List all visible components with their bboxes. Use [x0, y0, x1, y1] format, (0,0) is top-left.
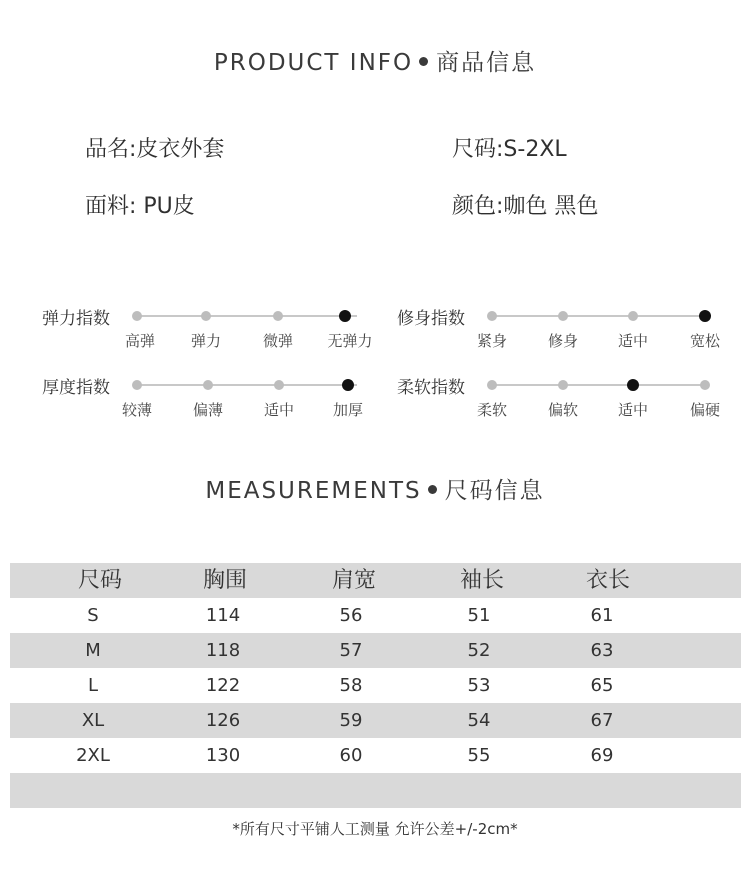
scale-elasticity [42, 304, 372, 364]
product-material: 面料: PU皮 [85, 194, 195, 219]
measurements-title-cn: 尺码信息 [444, 478, 545, 504]
size-table [10, 563, 741, 808]
scale-point [342, 379, 354, 391]
table-cell: 60 [339, 745, 363, 766]
scale-point [132, 380, 142, 390]
table-cell: 118 [205, 640, 241, 661]
scale-point [628, 311, 638, 321]
table-empty-row [10, 773, 741, 808]
table-cell: 114 [205, 605, 241, 626]
table-cell: 55 [467, 745, 491, 766]
scale-label: 微弹 [262, 332, 294, 350]
measurement-footnote: *所有尺寸平铺人工测量 允许公差+/-2cm* [232, 820, 518, 838]
scale-point [487, 311, 497, 321]
scale-label: 修身 [547, 332, 579, 350]
scale-label: 偏硬 [689, 401, 721, 419]
table-cell: 122 [205, 675, 241, 696]
table-row [10, 633, 741, 668]
scale-track [137, 315, 357, 317]
table-cell: 51 [467, 605, 491, 626]
scale-point [487, 380, 497, 390]
table-cell: 58 [339, 675, 363, 696]
scale-point [699, 310, 711, 322]
scale-label: 适中 [617, 332, 649, 350]
scale-label: 偏薄 [192, 401, 224, 419]
scale-point [627, 379, 639, 391]
scale-track [492, 315, 707, 317]
scale-name: 柔软指数 [397, 378, 465, 398]
product-color: 颜色:咖色 黑色 [452, 194, 599, 219]
product-info-title-cn: 商品信息 [436, 50, 537, 76]
table-cell: XL [81, 710, 105, 731]
scale-point [558, 380, 568, 390]
table-header-cell: 衣长 [585, 568, 631, 593]
table-cell: 59 [339, 710, 363, 731]
scale-label: 偏软 [547, 401, 579, 419]
table-cell: 2XL [76, 745, 110, 766]
scale-label: 无弹力 [327, 332, 373, 350]
table-cell: 63 [590, 640, 614, 661]
table-cell: 69 [590, 745, 614, 766]
table-row [10, 598, 741, 633]
table-cell: 67 [590, 710, 614, 731]
scale-point [558, 311, 568, 321]
table-cell: 126 [205, 710, 241, 731]
measurements-heading [0, 472, 750, 505]
table-row [10, 703, 741, 738]
table-header-cell: 胸围 [202, 568, 248, 593]
table-cell: L [87, 675, 99, 696]
scale-point [700, 380, 710, 390]
scale-label: 紧身 [476, 332, 508, 350]
scale-label: 宽松 [689, 332, 721, 350]
scale-label: 弹力 [190, 332, 222, 350]
table-header-row [10, 563, 741, 598]
table-cell: S [87, 605, 99, 626]
table-cell: 52 [467, 640, 491, 661]
scale-label: 适中 [617, 401, 649, 419]
table-cell: 56 [339, 605, 363, 626]
scale-point [132, 311, 142, 321]
bullet-dot-icon [428, 485, 437, 494]
bullet-dot-icon [419, 57, 428, 66]
table-row [10, 738, 741, 773]
scale-name: 弹力指数 [42, 309, 110, 329]
product-name: 品名:皮衣外套 [85, 137, 225, 162]
scale-name: 厚度指数 [42, 378, 110, 398]
table-header-cell: 尺码 [77, 568, 123, 593]
scale-softness [397, 373, 727, 433]
scale-point [273, 311, 283, 321]
scale-thickness [42, 373, 372, 433]
table-header-cell: 袖长 [459, 568, 505, 593]
scale-label: 柔软 [476, 401, 508, 419]
scale-label: 高弹 [124, 332, 156, 350]
scale-fit [397, 304, 727, 364]
scale-name: 修身指数 [397, 309, 465, 329]
table-cell: 65 [590, 675, 614, 696]
table-cell: 61 [590, 605, 614, 626]
table-header-cell: 肩宽 [331, 568, 377, 593]
table-cell: 130 [205, 745, 241, 766]
scale-track [137, 384, 357, 386]
scale-point [274, 380, 284, 390]
product-info-heading [0, 44, 750, 77]
scale-point [339, 310, 351, 322]
scale-label: 适中 [263, 401, 295, 419]
table-cell: M [85, 640, 101, 661]
scale-label: 较薄 [121, 401, 153, 419]
table-cell: 54 [467, 710, 491, 731]
product-size-range: 尺码:S-2XL [452, 137, 567, 162]
table-cell: 53 [467, 675, 491, 696]
product-info-title-en: PRODUCT INFO [213, 50, 414, 76]
scale-track [492, 384, 707, 386]
scale-label: 加厚 [332, 401, 364, 419]
table-row [10, 668, 741, 703]
table-cell: 57 [339, 640, 363, 661]
measurements-title-en: MEASUREMENTS [205, 478, 422, 504]
scale-point [201, 311, 211, 321]
scale-point [203, 380, 213, 390]
